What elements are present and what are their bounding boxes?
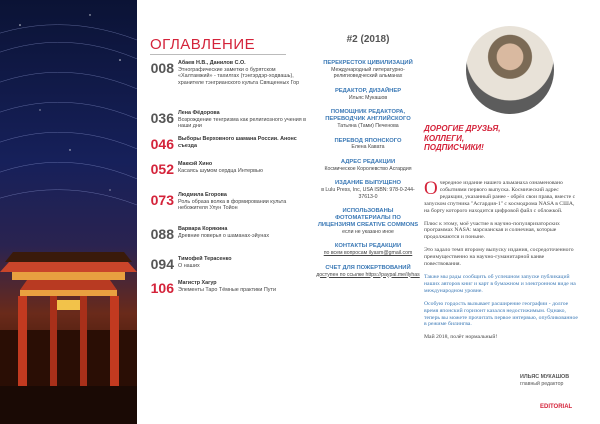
toc-author: Магистр Хагур [178, 280, 217, 286]
credit-text: Татьяна (Тами) Печенова [337, 122, 399, 129]
gate-illustration [0, 0, 137, 424]
letter-paragraph: Плюс к этому, моё участие в научно-популяризаторских программах NASA: марсианская и солнечная, которые продолжаются и поныне. [424, 220, 560, 241]
credit-text: Ильяс Мукашов [348, 94, 388, 101]
letter-paragraph: чередное издание нашего альманаха ознаменовано событиями первого выпуска. Космический адрес редакции, указанный ранее - обрёл свои права, вместе с запуском спутника "Асгардия-1" с космодрома NASA в США, на борту которого находится цифровой файл с обложкой. [424, 180, 576, 214]
page-number: 008 [150, 60, 174, 76]
toc-item[interactable] [138, 256, 308, 278]
toc-text: Роль образа волка в формировании культа небожителя Улун Тойон [178, 198, 287, 212]
drop-cap: О [424, 178, 438, 199]
toc-item[interactable] [138, 280, 308, 308]
credit-heading: ИЗДАНИЕ ВЫПУЩЕНО [334, 180, 402, 187]
page-number: 052 [150, 161, 174, 177]
signature-name: ИЛЬЯС МУКАШОВ [520, 374, 570, 380]
toc-text: Возрождение тенгризма как религиозного учения в наши дни [178, 116, 306, 130]
letter-paragraph: Особую гордость вызывает расширение географии - долгое время японский горизонт казался недостижимым. Однако, теперь вы можете прочитать первое интервью, опубликованное в режиме билингва. [424, 300, 578, 328]
editor-photo [466, 26, 554, 114]
issue-number: #2 (2018) [346, 34, 390, 45]
toc-author: Людмила Егорова [178, 192, 227, 198]
section-label: EDITORIAL [540, 404, 573, 410]
toc-item[interactable] [138, 192, 308, 222]
credit-heading: ПОМОЩНИК РЕДАКТОРА, ПЕРЕВОДЧИК АНГЛИЙСКОГО [325, 109, 411, 123]
toc-text: Этнографические заметки о бурятском «Халтамжий» - тахилгах (тэнгэрдэр-ходвашь), хранителе тэнгрианского культа Священных Гор [178, 66, 300, 86]
toc-item[interactable] [138, 60, 308, 108]
divider [150, 54, 286, 55]
page-number: 106 [150, 280, 174, 296]
credit-text: если не указано иное [342, 228, 394, 235]
letter-paragraph: Также мы рады сообщить об успешном запуске публикаций наших авторов книг и карт в бумажном и электронном виде на международном уровне. [424, 273, 576, 294]
page-number: 088 [150, 226, 174, 242]
toc-author: Варвара Корякина [178, 226, 228, 232]
credit-text: Космическое Королевство Асгардия [324, 165, 412, 172]
toc-text: Касаясь шумом сердца Интервью [178, 167, 263, 174]
cover-photo [0, 0, 137, 424]
toc-text: Элементы Таро Тёмные практики Пути [178, 286, 276, 293]
credit-heading: ПЕРЕВОД ЯПОНСКОГО [334, 137, 402, 144]
editorial-letter [424, 180, 578, 347]
toc-author: Абаев Н.В., Данилов С.О. [178, 60, 246, 66]
page-number: 036 [150, 110, 174, 126]
toc-item[interactable] [138, 136, 308, 160]
toc-author: Тимофей Терасенко [178, 256, 232, 262]
credit-heading: КОНТАКТЫ РЕДАКЦИИ [334, 243, 402, 250]
toc-item[interactable] [138, 110, 308, 136]
letter-closing: Май 2018, полёт нормальный! [424, 334, 498, 341]
credit-text: Елена Кавата [351, 144, 385, 151]
credit-text: Международный литературно-религиоведческий альманах [331, 66, 405, 80]
toc-text: Древние поверья о шаманах-эйунах [178, 232, 270, 239]
credit-heading: АДРЕС РЕДАКЦИИ [340, 158, 396, 165]
credit-heading: СЧЕТ ДЛЯ ПОЖЕРТВОВАНИЙ [325, 264, 411, 271]
credit-text: в Lulu Press, Inc, USA ISBN: 978-0-244-37613-0 [321, 187, 415, 200]
toc-item[interactable] [138, 161, 308, 187]
toc-author: Маккэй Хино [178, 161, 213, 167]
page-number: 046 [150, 136, 174, 152]
credit-heading: РЕДАКТОР, ДИЗАЙНЕР [334, 87, 402, 94]
credit-heading: ПЕРЕКРЕСТОК ЦИВИЛИЗАЦИЙ [323, 60, 413, 66]
signature-role: главный редактор [520, 381, 564, 387]
toc-author: Выборы Верховного шамана России. Анонс съезда [178, 136, 297, 149]
credits-column [316, 60, 420, 286]
toc-item[interactable] [138, 226, 308, 252]
contact-link[interactable]: по всем вопросам ilyasm@gmail.com [323, 250, 413, 257]
page-number: 073 [150, 192, 174, 208]
donation-link[interactable]: доступен по ссылке https://paypal.me/ilyhas [316, 271, 420, 278]
contents-title: ОГЛАВЛЕНИЕ [150, 36, 256, 53]
toc-author: Лена Фёдорова [178, 110, 220, 116]
letter-headline: ДОРОГИЕ ДРУЗЬЯ, КОЛЛЕГИ, ПОДПИСЧИКИ! [424, 124, 501, 152]
credit-heading: ИСПОЛЬЗОВАНЫ ФОТОМАТЕРИАЛЫ ПО ЛИЦЕНЗИЯМ CREATIVE COMMONS [317, 208, 419, 228]
letter-paragraph: Это задало темп второму выпуску издания, сосредоточенного преимущественно на научно-гуманитарной канве повествования. [424, 247, 574, 268]
page-number: 094 [150, 256, 174, 272]
toc-text: О наших [178, 262, 200, 269]
